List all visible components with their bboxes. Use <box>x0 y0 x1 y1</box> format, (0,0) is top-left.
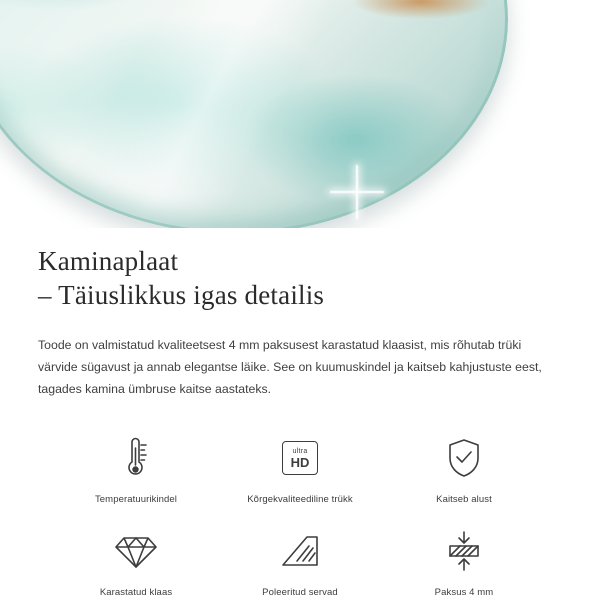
ultra-hd-badge-bottom: HD <box>290 454 310 470</box>
feature-item-print-quality <box>218 434 382 505</box>
headline-line-1: Kaminaplaat <box>38 246 179 276</box>
content-area <box>0 244 600 598</box>
shield-check-icon <box>440 434 488 482</box>
polished-edges-icon <box>276 527 324 575</box>
headline-line-2: – Täiuslikkus igas detailis <box>38 280 325 310</box>
hero-product-image <box>0 0 600 228</box>
feature-item-thickness <box>382 527 546 598</box>
thickness-arrows-icon <box>440 527 488 575</box>
page-title <box>38 244 562 312</box>
feature-item-surface-protection <box>382 434 546 505</box>
ultra-hd-badge-top: ultra <box>292 447 308 455</box>
feature-label-polished-edges: Poleeritud servad <box>262 587 338 598</box>
feature-item-polished-edges <box>218 527 382 598</box>
feature-label-tempered-glass: Karastatud klaas <box>99 587 173 598</box>
diamond-icon <box>112 527 160 575</box>
feature-label-surface-protection: Kaitseb alust <box>436 494 492 505</box>
feature-item-temperature <box>54 434 218 505</box>
product-description: Toode on valmistatud kvaliteetsest 4 mm paksusest karastatud klaasist, mis rõhutab trüki värvide sügavust ja annab elegantse läike. See on kuumuskindel ja kaitseb kahjustuste eest, tagades kamina ümbruse kaitse aastateks. <box>38 338 542 396</box>
feature-item-tempered-glass <box>54 527 218 598</box>
ultra-hd-icon <box>276 434 324 482</box>
feature-label-thickness: Paksus 4 mm <box>434 587 494 598</box>
glass-plate-image <box>0 0 508 228</box>
feature-grid <box>38 434 562 598</box>
feature-label-temperature: Temperatuurikindel <box>94 494 178 505</box>
feature-label-print-quality: Kõrgekvaliteediline trükk <box>247 494 353 505</box>
thermometer-icon <box>112 434 160 482</box>
